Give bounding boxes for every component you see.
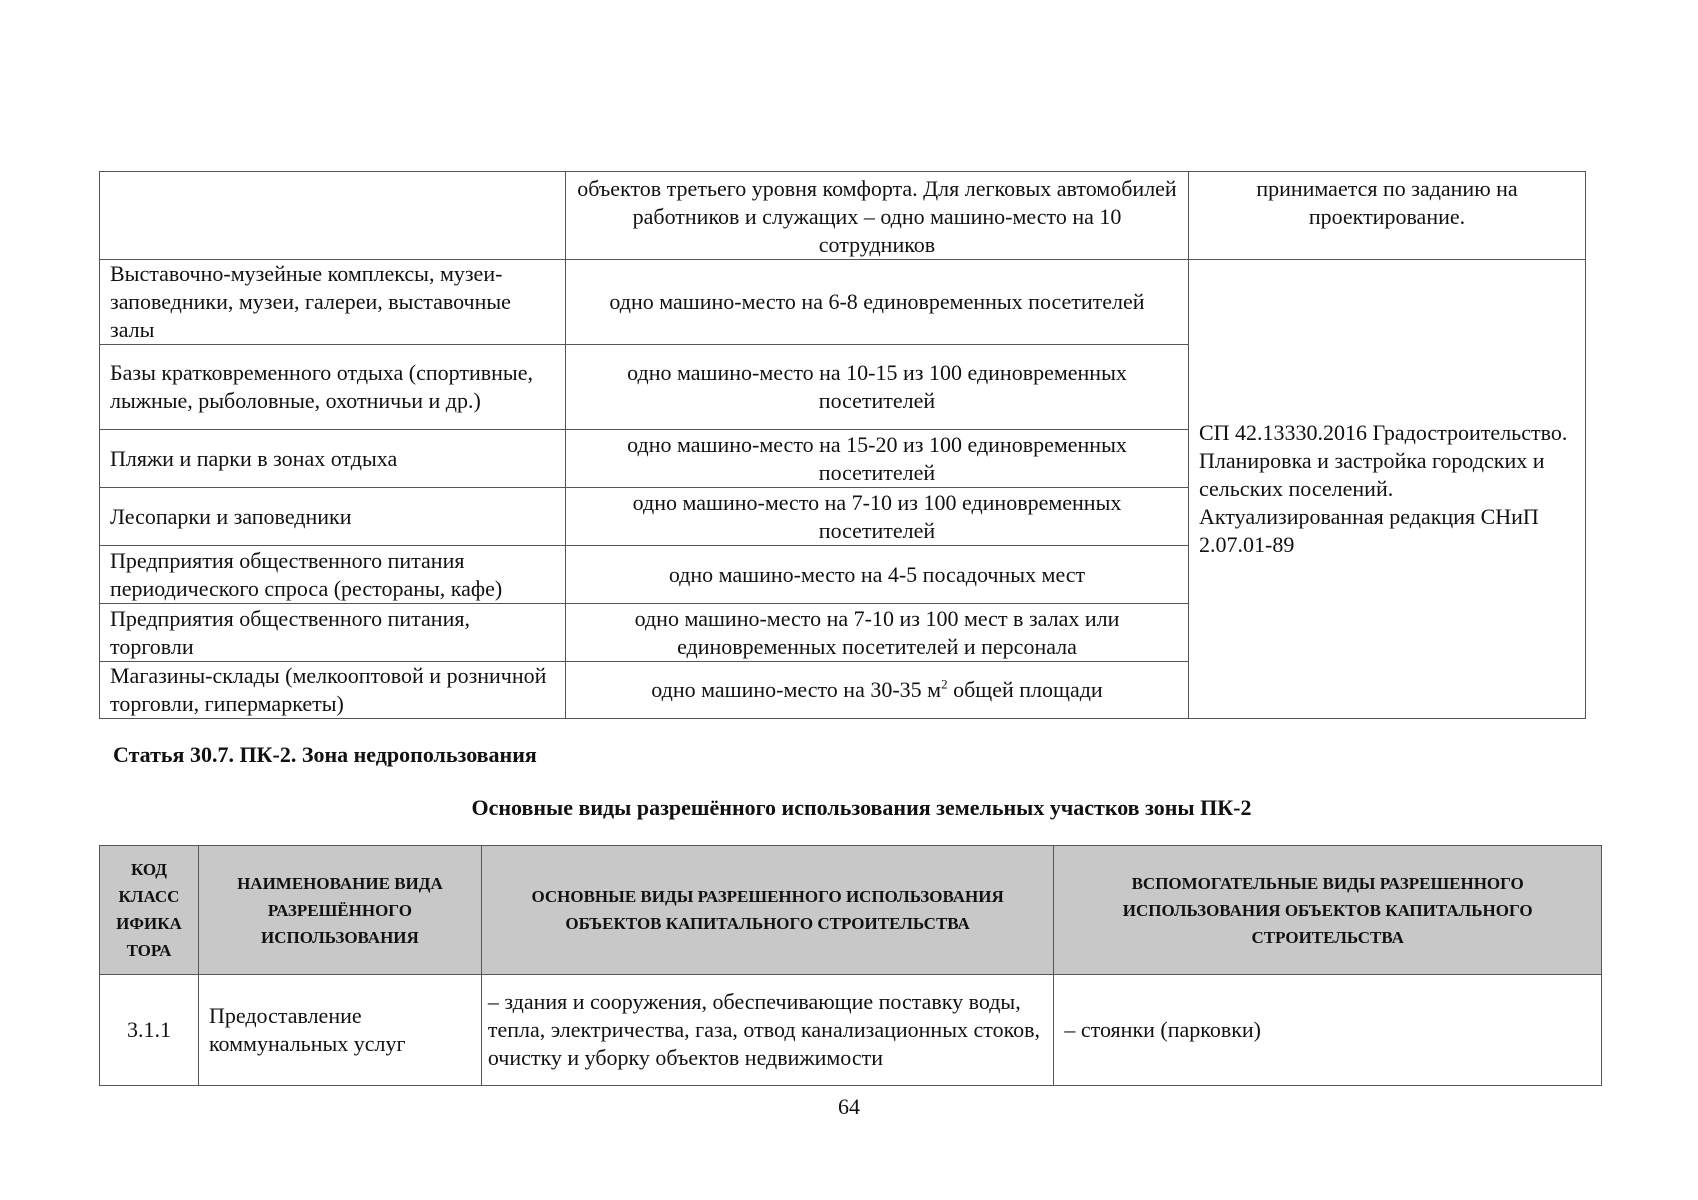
code-cell: 3.1.1 <box>100 975 199 1086</box>
object-cell: Магазины-склады (мелкооптовой и розничной торговли, гипермаркеты) <box>100 662 566 719</box>
object-cell: Предприятия общественного питания, торговли <box>100 604 566 662</box>
object-cell: Базы кратковременного отдыха (спортивные, лыжные, рыболовные, охотничьи и др.) <box>100 345 566 430</box>
source-cell: принимается по заданию на проектирование. <box>1189 172 1586 260</box>
object-cell <box>100 172 566 260</box>
superscript: 2 <box>941 676 948 692</box>
norm-cell: одно машино-место на 15-20 из 100 единовременных посетителей <box>566 430 1189 488</box>
norm-cell: одно машино-место на 6-8 единовременных посетителей <box>566 260 1189 345</box>
header-aux-uses: ВСПОМОГАТЕЛЬНЫЕ ВИДЫ РАЗРЕШЕННОГО ИСПОЛЬЗОВАНИЯ ОБЪЕКТОВ КАПИТАЛЬНОГО СТРОИТЕЛЬСТВА <box>1054 846 1602 975</box>
object-cell: Выставочно-музейные комплексы, музеи-заповедники, музеи, галереи, выставочные залы <box>100 260 566 345</box>
object-cell: Пляжи и парки в зонах отдыха <box>100 430 566 488</box>
norm-cell <box>566 662 1189 719</box>
article-title: Статья 30.7. ПК-2. Зона недропользования <box>113 742 537 767</box>
norm-cell: объектов третьего уровня комфорта. Для легковых автомобилей работников и служащих – одно машино-место на 10 сотрудников <box>566 172 1189 260</box>
header-main-uses: ОСНОВНЫЕ ВИДЫ РАЗРЕШЕННОГО ИСПОЛЬЗОВАНИЯ ОБЪЕКТОВ КАПИТАЛЬНОГО СТРОИТЕЛЬСТВА <box>481 846 1054 975</box>
page-number: 64 <box>838 1094 860 1119</box>
main-uses-cell: – здания и сооружения, обеспечивающие поставку воды, тепла, электричества, газа, отвод канализационных стоков, очистку и уборку объектов недвижимости <box>481 975 1054 1086</box>
norm-text: одно машино-место на 30-35 м <box>651 677 942 702</box>
object-cell: Предприятия общественного питания периодического спроса (рестораны, кафе) <box>100 546 566 604</box>
object-cell: Лесопарки и заповедники <box>100 488 566 546</box>
header-row <box>100 846 1602 975</box>
header-code: КОД КЛАСС ИФИКА ТОРА <box>100 846 199 975</box>
permitted-use-table <box>99 845 1602 1086</box>
table-row <box>100 260 1586 345</box>
aux-uses-cell: – стоянки (парковки) <box>1054 975 1602 1086</box>
norm-cell: одно машино-место на 7-10 из 100 единовременных посетителей <box>566 488 1189 546</box>
norm-text: общей площади <box>947 677 1103 702</box>
table-caption: Основные виды разрешённого использования земельных участков зоны ПК-2 <box>471 795 1252 820</box>
parking-norms-table <box>99 171 1586 719</box>
table-row <box>100 975 1602 1086</box>
norm-cell: одно машино-место на 4-5 посадочных мест <box>566 546 1189 604</box>
table-row <box>100 172 1586 260</box>
header-name: НАИМЕНОВАНИЕ ВИДА РАЗРЕШЁННОГО ИСПОЛЬЗОВАНИЯ <box>198 846 481 975</box>
name-cell: Предоставление коммунальных услуг <box>198 975 481 1086</box>
source-cell-merged: СП 42.13330.2016 Градостроительство. Планировка и застройка городских и сельских поселений. Актуализированная редакция СНиП 2.07.01-89 <box>1189 260 1586 719</box>
norm-cell: одно машино-место на 10-15 из 100 единовременных посетителей <box>566 345 1189 430</box>
norm-cell: одно машино-место на 7-10 из 100 мест в залах или единовременных посетителей и персонала <box>566 604 1189 662</box>
